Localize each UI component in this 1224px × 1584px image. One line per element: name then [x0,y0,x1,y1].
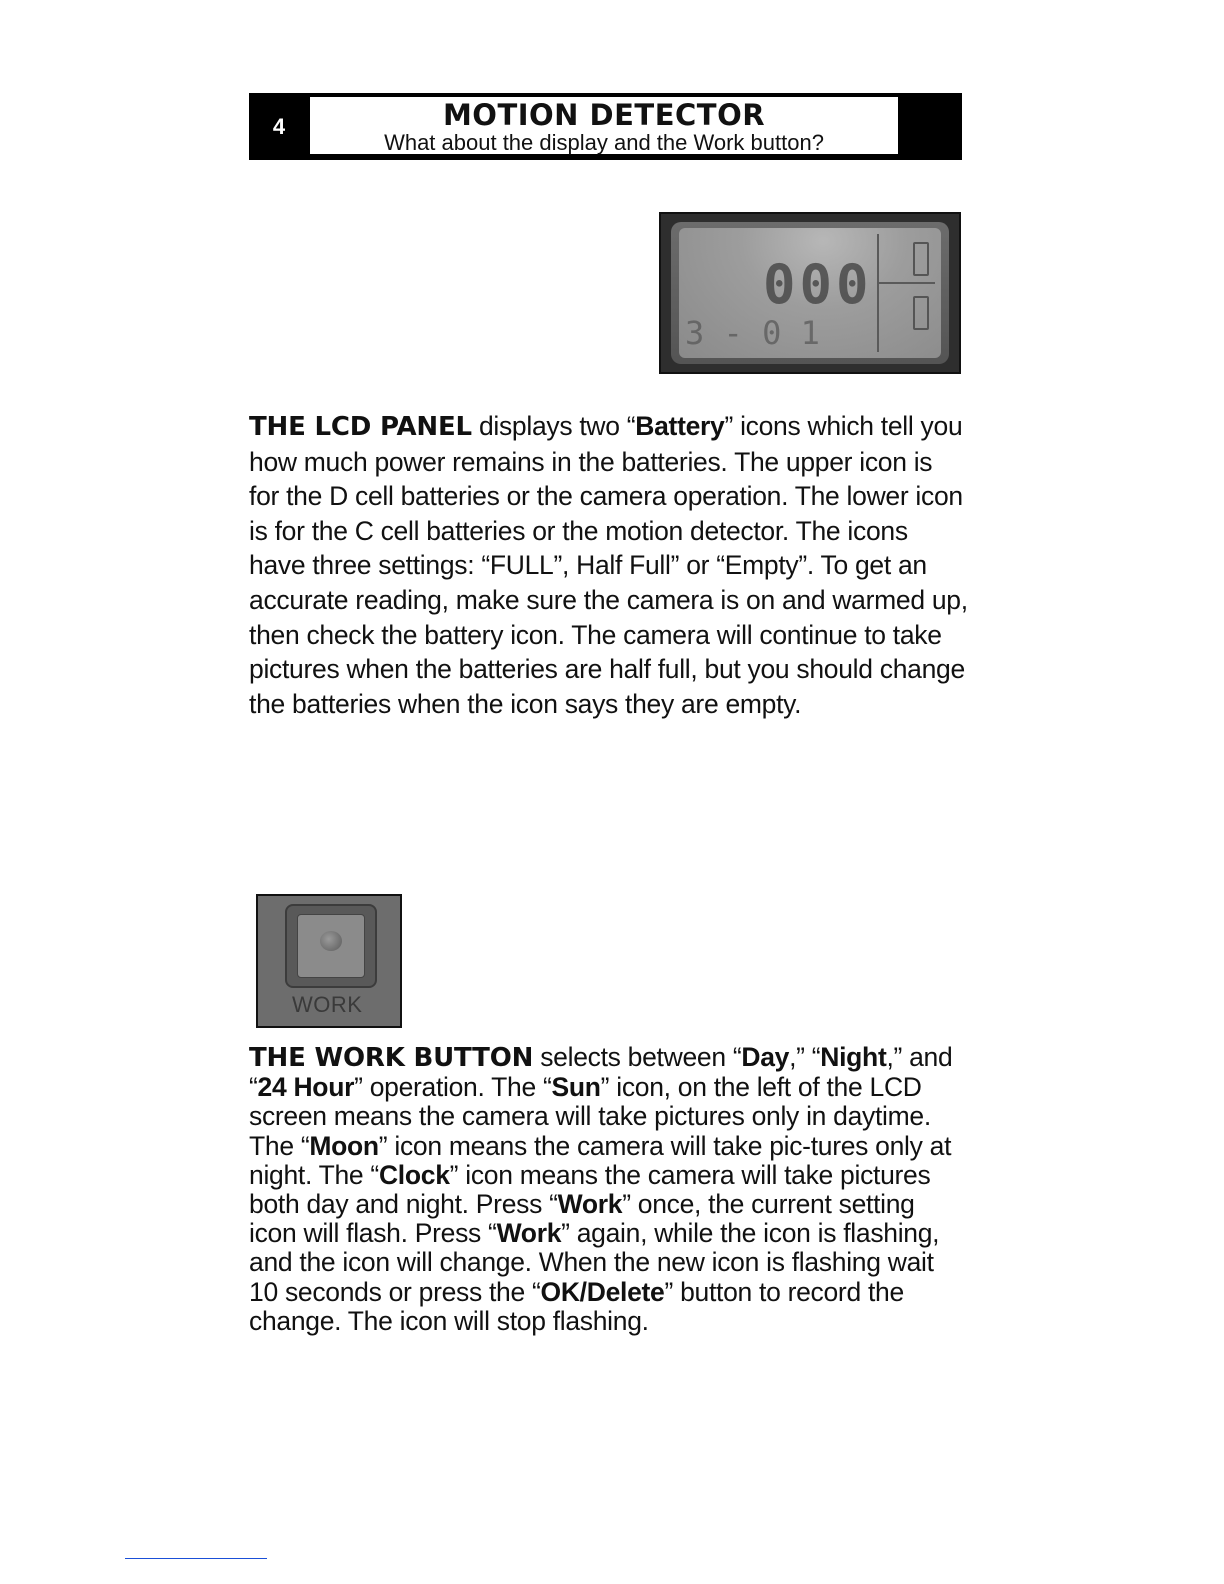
bold-term: OK/Delete [540,1276,665,1307]
lower-battery-icon [913,296,929,330]
page-subtitle: What about the display and the Work button? [384,130,824,155]
work-button-photo [256,894,402,1028]
work-button-label: WORK [292,992,363,1017]
page-title: MOTION DETECTOR [442,98,766,132]
lcd-bezel [671,222,949,364]
work-button-frame [285,904,377,988]
bold-term: Sun [551,1072,601,1103]
footer-rule [125,1558,267,1559]
lcd-screen [679,228,941,358]
text-run: ” icons which tell you how much power remains in the batteries. The upper icon is for the D cell batteries or the camera operation. The lower icon is for the C cell batteries or the motion detector. The icons have three settings: “FULL”, Half Full” or “Empty”. To get an accurate reading, make sure the camera is on and warmed up, then check the battery icon. The camera will continue to take pictures when the batteries are half full, but you should change the batteries when the icon says they are empty. [249,411,968,719]
led-indicator-icon [320,931,342,951]
text-run: ” operation. The “ [354,1072,552,1103]
work-button-paragraph [249,1043,969,1336]
bold-term: Night [820,1042,887,1072]
lcd-battery-column [877,234,935,352]
work-button-heading: THE WORK BUTTON [249,1043,534,1073]
text-run: ” icon, on the left of the LCD screen means the camera will take pictures only in daytime. The “ [249,1072,931,1161]
bold-term: Work [557,1189,623,1220]
bold-term: Clock [378,1159,450,1190]
text-run: ,” and “ [249,1042,953,1103]
bold-term: Day [741,1042,790,1072]
text-run: displays two “ [471,411,636,441]
bold-term: 24 Hour [257,1072,355,1103]
lcd-panel-photo [659,212,961,374]
bold-term: Battery [635,411,725,441]
text-run: ” once, the current setting icon will flash. Press “ [249,1189,915,1249]
lcd-divider [879,282,935,284]
text-run: ” icon means the camera will take pic-tures only at night. The “ [249,1130,952,1190]
text-run: ” button to record the change. The icon will stop flashing. [249,1276,904,1336]
work-button-face [297,914,365,978]
text-run: ” icon means the camera will take pictures both day and night. Press “ [249,1159,931,1220]
page-header [249,93,962,160]
upper-battery-icon [913,242,929,276]
page-number: 4 [272,113,286,139]
title-box [309,96,899,155]
bold-term: Work [496,1218,562,1249]
text-run: ” again, while the icon is flashing, and the icon will change. When the new icon is flashing wait 10 seconds or press the “ [249,1218,940,1307]
text-run: ,” “ [789,1042,821,1072]
lcd-sub-readout: 3 - 0 1 [685,314,820,352]
bold-term: Moon [309,1130,379,1161]
text-run: selects between “ [533,1042,742,1072]
lcd-panel-paragraph [249,409,969,721]
lcd-counter: 000 [763,253,873,316]
lcd-panel-heading: THE LCD PANEL [249,412,472,442]
